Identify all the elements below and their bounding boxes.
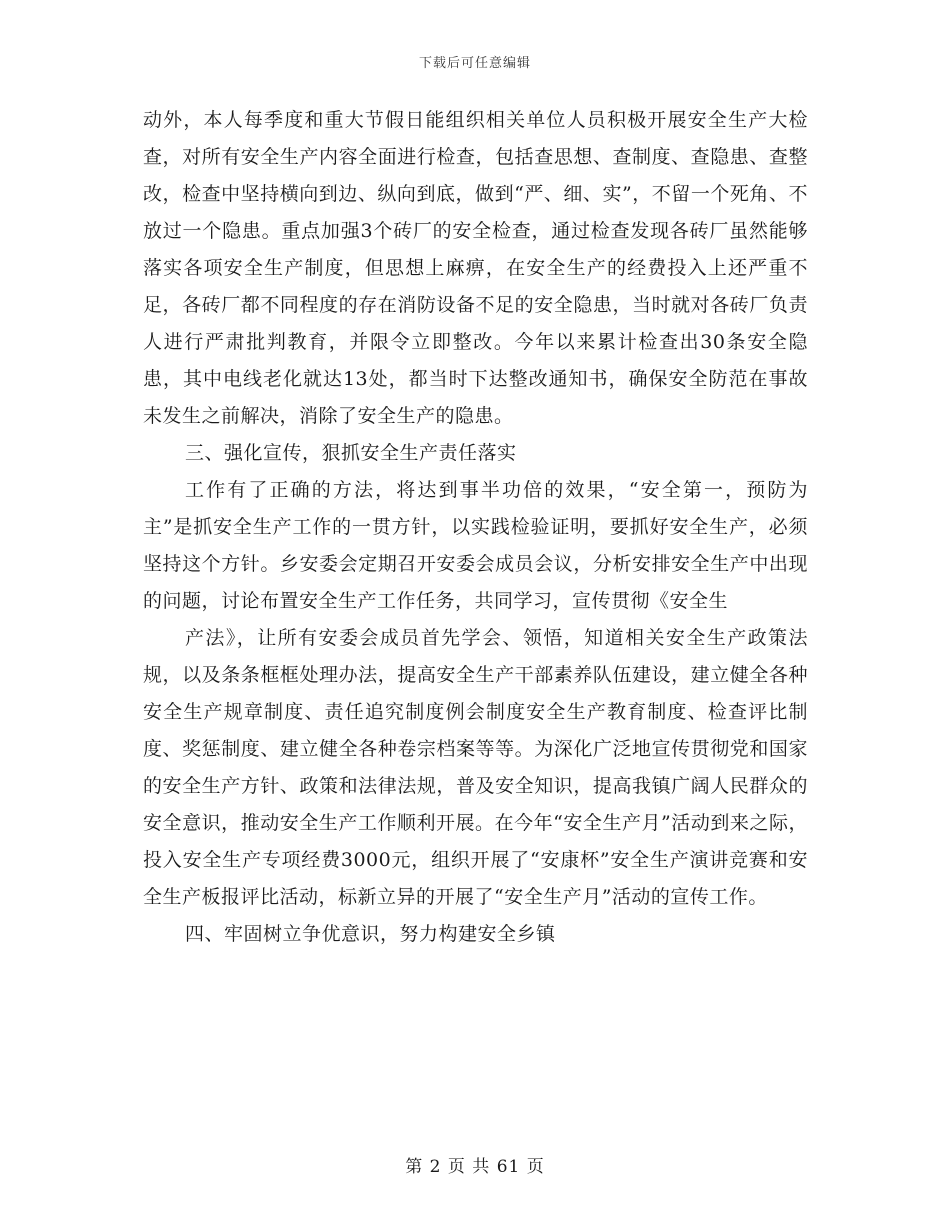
page-number: 2 <box>429 1157 442 1177</box>
page-footer <box>0 1152 950 1177</box>
page-prefix: 第 <box>405 1157 424 1177</box>
page-total: 61 <box>496 1157 521 1177</box>
page-header: 下载后可任意编辑 <box>418 56 531 71</box>
page-suffix: 页 <box>526 1157 545 1177</box>
page-mid: 页 共 <box>447 1157 491 1177</box>
section-heading-four: 四、牢固树立争优意识，努力构建安全乡镇 <box>185 923 556 945</box>
document-body <box>143 102 808 953</box>
section-heading-three: 三、强化宣传，狠抓安全生产责任落实 <box>185 442 517 464</box>
paragraph-inspection: 动外，本人每季度和重大节假日能组织相关单位人员积极开展安全生产大检查，对所有安全生产内容全面进行检查，包括查思想、查制度、查隐患、查整改，检查中坚持横向到边、纵向到底，做到“严、细、实”，不留一个死角、不放过一个隐患。重点加强3个砖厂的安全检查，通过检查发现各砖厂虽然能够落实各项安全生产制度，但思想上麻痹，在安全生产的经费投入上还严重不足，各砖厂都不同程度的存在消防设备不足的安全隐患，当时就对各砖厂负责人进行严肃批判教育，并限令立即整改。今年以来累计检查出30条安全隐患，其中电线老化就达13处，都当时下达整改通知书，确保安全防范在事故未发生之前解决，消除了安全生产的隐患。 <box>143 109 808 427</box>
paragraph-policy: 工作有了正确的方法，将达到事半功倍的效果，“安全第一，预防为主”是抓安全生产工作的一贯方针，以实践检验证明，要抓好安全生产，必须坚持这个方针。乡安委会定期召开安委会成员会议，分析安排安全生产中出现的问题，讨论布置安全生产工作任务，共同学习，宣传贯彻《安全生 <box>143 479 808 612</box>
paragraph-publicity: 产法》，让所有安委会成员首先学会、领悟，知道相关安全生产政策法规，以及条条框框处理办法，提高安全生产干部素养队伍建设，建立健全各种安全生产规章制度、责任追究制度例会制度安全生产教育制度、检查评比制度、奖惩制度、建立健全各种卷宗档案等等。为深化广泛地宣传贯彻党和国家的安全生产方针、政策和法律法规，普及安全知识，提高我镇广阔人民群众的安全意识，推动安全生产工作顺利开展。在今年“安全生产月”活动到来之际，投入安全生产专项经费3000元，组织开展了“安康杯”安全生产演讲竞赛和安全生产板报评比活动，标新立异的开展了“安全生产月”活动的宣传工作。 <box>143 627 808 908</box>
